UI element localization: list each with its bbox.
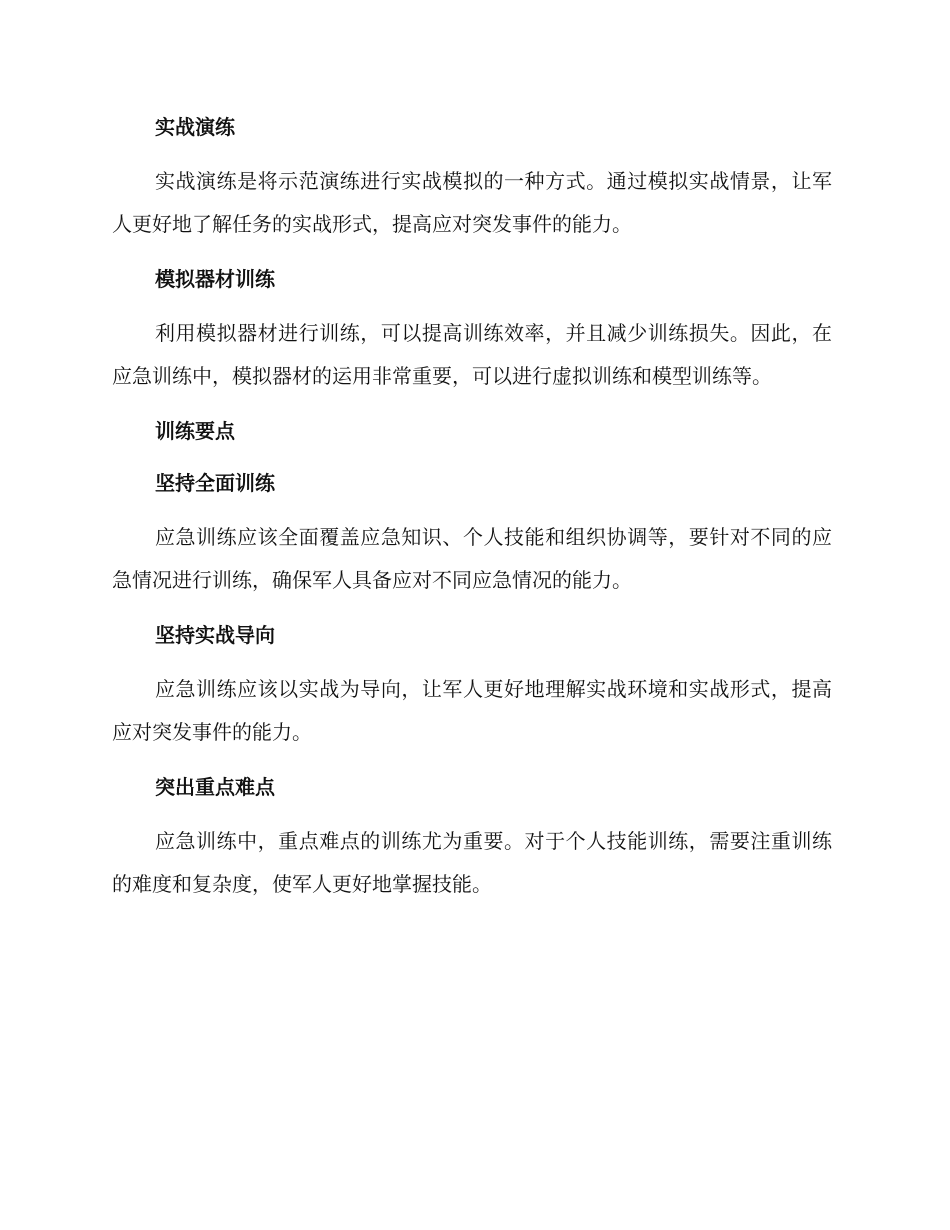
section-paragraph-comprehensive-training: 应急训练应该全面覆盖应急知识、个人技能和组织协调等，要针对不同的应急情况进行训练，确保军人具备应对不同应急情况的能力。	[112, 525, 832, 592]
section-heading-actual-combat-drill: 实战演练	[155, 115, 235, 139]
section-heading-comprehensive-training: 坚持全面训练	[155, 471, 275, 495]
section-paragraph-combat-orientation: 应急训练应该以实战为导向，让军人更好地理解实战环境和实战形式，提高应对突发事件的能力。	[112, 677, 832, 744]
section-heading-simulator-training: 模拟器材训练	[155, 267, 275, 291]
section-paragraph-key-difficulties: 应急训练中，重点难点的训练尤为重要。对于个人技能训练，需要注重训练的难度和复杂度，使军人更好地掌握技能。	[112, 829, 832, 896]
section-heading-training-key-points: 训练要点	[155, 419, 235, 443]
document-page	[112, 108, 832, 920]
section-heading-combat-orientation: 坚持实战导向	[155, 623, 275, 647]
section-paragraph-actual-combat-drill: 实战演练是将示范演练进行实战模拟的一种方式。通过模拟实战情景，让军人更好地了解任务的实战形式，提高应对突发事件的能力。	[112, 169, 832, 236]
section-heading-key-difficulties: 突出重点难点	[155, 775, 275, 799]
section-paragraph-simulator-training: 利用模拟器材进行训练，可以提高训练效率，并且减少训练损失。因此，在应急训练中，模拟器材的运用非常重要，可以进行虚拟训练和模型训练等。	[112, 321, 832, 388]
